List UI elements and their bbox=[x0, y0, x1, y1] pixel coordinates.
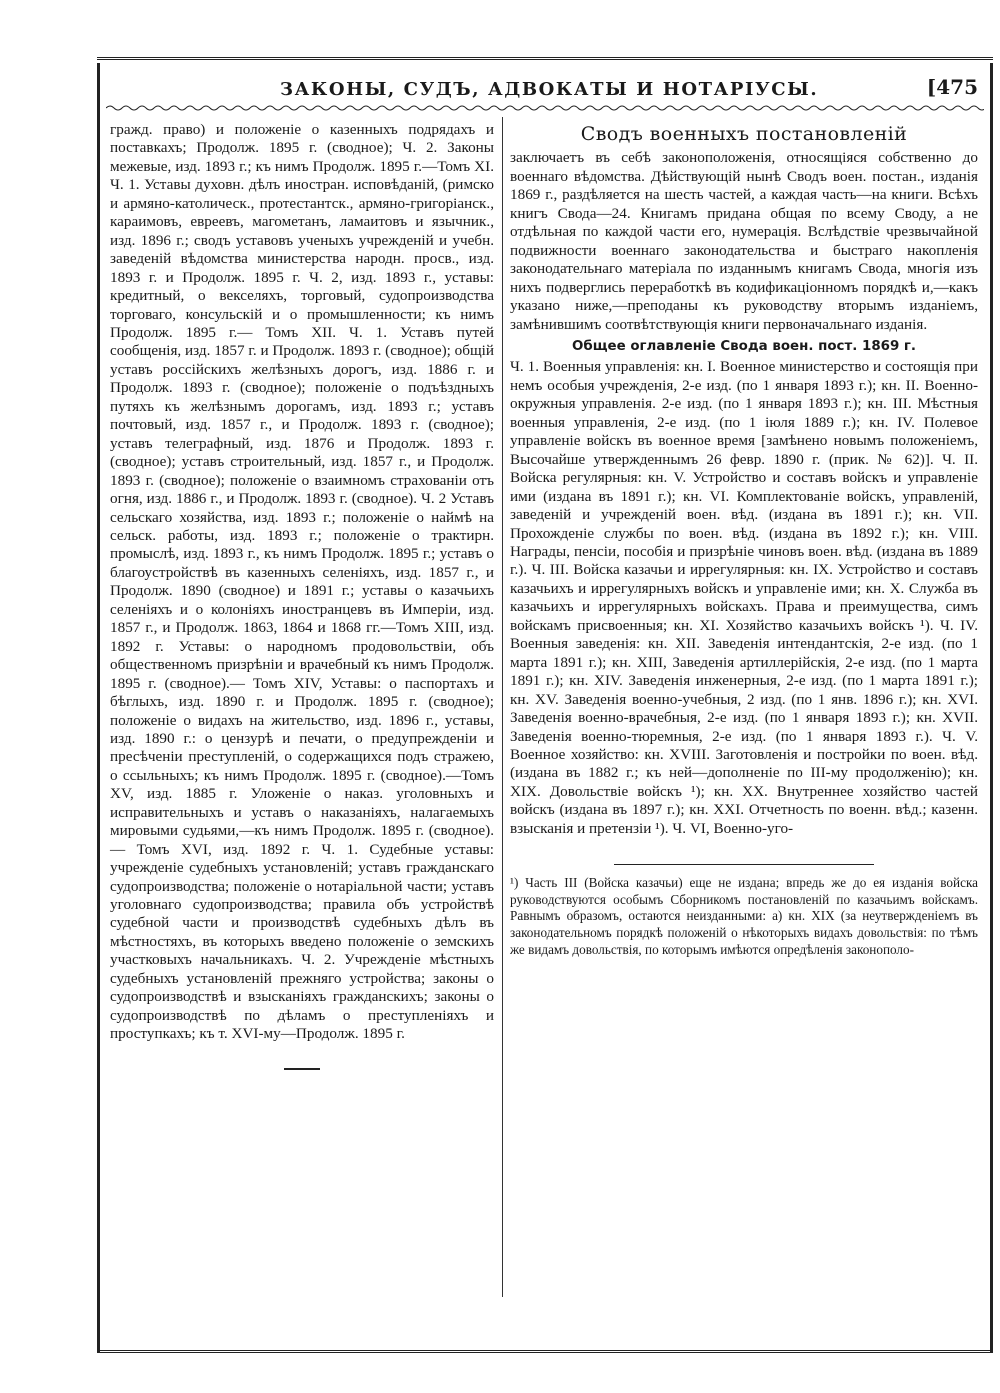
end-rule bbox=[284, 1068, 320, 1070]
column-divider bbox=[502, 117, 503, 1297]
contents-paragraph: Ч. 1. Военныя управленiя: кн. I. Военное министерство и состоящiя при немъ особыя учрежденiя, 2-е изд. (по 1 января 1893 г.); кн. II. Военно-окружныя управленiя. 2-е изд. (по 1 января 1893 г.); кн. III. Мѣстныя военныя управленiя, 2-е изд. (по 1 iюля 1889 г.); кн. IV. Полевое управленiе войскъ въ военное время [замѣнено новымъ положенiемъ, Высочайше утвержденнымъ 26 февр. 1890 г. (прик. № 62)]. Ч. II. Войска регулярныя: кн. V. Устройство и составъ войскъ и управленiе ими (издана въ 1891 г.); кн. VI. Комплектованiе войскъ, управленiй, заведенiй и учрежденiй воен. вѣд. (издана въ 1891 г.); кн. VII. Прохожденiе службы по воен. вѣд. (издана въ 1892 г.); кн. VIII. Награды, пенсiи, пособiя и призрѣнiе чиновъ воен. вѣд. (издана въ 1889 г.). Ч. III. Войска казачьи и иррегулярныя: кн. IX. Устройство и составъ казачьихъ и иррегулярныхъ войскъ и управленiе ими; кн. X. Служба въ казачьихъ и иррегулярныхъ войскахъ. Права и преимущества, симъ войскамъ присвоенныя; кн. XI. Хозяйство казачьихъ войскъ ¹). Ч. IV. Военныя заведенiя: кн. XII. Заведенiя интендантскiя, 2-е изд. (по 1 марта 1891 г.); кн. XIII, Заведенiя артиллерiйскiя, 2-е изд. (по 1 марта 1891 г.); кн. XIV. Заведенiя инженерныя, 2-е изд. (по 1 марта 1891 г.); кн. XV. Заведенiя военно-учебныя, 2 изд. (по 1 янв. 1896 г.); кн. XVI. Заведенiя военно-врачебныя, 2-е изд. (по 1 января 1893 г.); кн. XVII. Заведенiя военно-тюремныя, 2-е изд. (по 1 января 1893 г.). Ч. V. Военное хозяйство: кн. XVIII. Заготовленiя и постройки по воен. вѣд. (издана въ 1882 г.; къ ней—дополненiе по III-му продолженiю); кн. XIX. Довольствiе войскъ ¹); кн. XX. Внутреннее хозяйство частей войскъ (издана въ 1897 г.); кн. XXI. Отчетность по военн. вѣд.; казенн. взысканiя и претензiи ¹). Ч. VI, Военно-уго- bbox=[510, 358, 978, 837]
page-frame bbox=[97, 63, 993, 1353]
left-column bbox=[110, 121, 494, 1070]
page-number: [475 bbox=[926, 75, 978, 99]
left-paragraph: гражд. право) и положенiе о казенныхъ подрядахъ и поставкахъ; Продолж. 1895 г. (сводное); Ч. 2. Законы межевые, изд. 1893 г.; къ нимъ Продолж. 1895 г.—Томъ XI. Ч. 1. Уставы духовн. дѣлъ иностран. исповѣданiй, (римско и армяно-католическ., протестантск., армяно-григорiанск., караимовъ, евреевъ, магометанъ, ламаитовъ и язычник., изд. 1896 г.; сводъ уставовъ ученыхъ учрежденiй и учебн. заведенiй вѣдомства министерства народн. просв., изд. 1893 г. и Продолж. 1895 г. Ч. 2, изд. 1893 г., уставы: кредитный, о векселяхъ, торговый, судопроизводства торговаго, консульскiй и о промышленности; къ нимъ Продолж. 1895 г.— Томъ XII. Ч. 1. Уставъ путей сообщенiя, изд. 1857 г. и Продолж. 1893 г. (сводное); общiй уставъ россiйскихъ желѣзныхъ дорогъ, изд. 1886 г. и Продолж. 1893 г. (сводное); положенiе о подъѣздныхъ путяхъ къ желѣзнымъ дорогамъ, изд. 1893 г.; уставъ почтовый, изд. 1857 г., и Продолж. 1893 г. (сводное); уставъ телеграфный, изд. 1876 и Продолж. 1893 г. (сводное); уставъ строительный, изд. 1857 г., и Продолж. 1893 г. (сводное); положенiе о взаимномъ страхованiи отъ огня, изд. 1886 г., и Продолж. 1893 г. (сводное). Ч. 2 Уставъ сельскаго хозяйства, изд. 1893 г.; положенiе о наймѣ на сельск. работы, изд. 1893 г.; положенiе о трактирн. промыслѣ, изд. 1893 г., къ нимъ Продолж. 1895 г.; уставъ о благоустройствѣ въ казенныхъ селенiяхъ, изд. 1857 г., и Продолж. 1890 (сводное) и 1891 г.; уставы о казачьихъ селенiяхъ и о колонiяхъ иностранцевъ въ Имперiи, изд. 1857 г., и Продолж. 1863, 1864 и 1868 гг.—Томъ XIII, изд. 1892 г. Уставы: о народномъ продовольствiи, объ общественномъ призрѣнiи и врачебный къ нимъ Продолж. 1895 г. (сводное).— Томъ XIV, Уставы: о паспортахъ и бѣглыхъ, изд. 1890 г. и Продолж. 1895 г. (сводное); положенiе о видахъ на жительство, изд. 1896 г., уставы, изд. 1890 г.: о цензурѣ и печати, о предупрежденiи и пресѣченiи преступленiй, о содержащихся подъ стражею, о ссыльныхъ; къ нимъ Продолж. 1895 г. (сводное).—Томъ XV, изд. 1885 г. Уложенiе о наказ. уголовныхъ и исправительныхъ и уставъ о наказанiяхъ, налагаемыхъ мировыми судьями,—къ нимъ Продолж. 1895 г. (сводное).— Томъ XVI, изд. 1892 г. Ч. 1. Судебные уставы: учрежденiе судебныхъ установленiй; уставъ гражданскаго судопроизводства; положенiе о нотарiальной части; уставъ уголовнаго судопроизводства; правила объ устройствѣ судебной части и производствѣ судебныхъ дѣлъ въ мѣстностяхъ, въ которыхъ введено положенiе о земскихъ участковыхъ начальникахъ. Ч. 2. Учрежденiе мѣстныхъ судебныхъ установленiй прежняго устройства; законы о судопроизводствѣ и взысканiяхъ гражданскихъ; законы о судопроизводствѣ по дѣламъ о преступленiяхъ и проступкахъ; къ т. XVI-му—Продолж. 1895 г. bbox=[110, 121, 495, 1043]
right-column bbox=[510, 121, 978, 958]
section-title: Сводъ военныхъ постановленiй bbox=[580, 123, 908, 145]
header-title: ЗАКОНЫ, СУДЪ, АДВОКАТЫ И НОТАРIУСЫ. bbox=[280, 79, 819, 100]
intro-paragraph: заключаетъ въ себѣ законоположенiя, относящiяся собственно до военнаго вѣдомства. Дѣйствующiй нынѣ Сводъ воен. постан., изданiя 1869 г., раздѣляется на шесть частей, а каждая часть—на книги. Всѣхъ книгъ Свода—24. Книгамъ придана общая по всему Своду, а не отдѣльная по каждой части его, нумерацiя. Вслѣдствiе чрезвычайной подвижности военнаго законодательства и быстраго накопленiя законодательнаго матерiала по изданнымъ книгамъ Свода, многiя изъ нихъ подверглись переработкѣ въ кодификацiонномъ порядкѣ и,—какъ указано ниже,—преподаны къ руководству вторымъ изданiемъ, замѣнившимъ соотвѣтствующiя книги первоначальнаго изданiя. bbox=[510, 149, 978, 333]
contents-subheading: Общее оглавленiе Свода воен. пост. 1869 г. bbox=[571, 338, 917, 354]
footnote-rule bbox=[614, 864, 874, 865]
wavy-rule bbox=[106, 103, 984, 113]
footnote: ¹) Часть III (Войска казачьи) еще не издана; впредь же до ея изданiя войска руководствуются особымъ Сборникомъ постановленiй по казачьимъ войскамъ. Равнымъ образомъ, остаются неизданными: а) кн. XIX (за неутвержденiемъ въ законодательномъ порядкѣ положенiй о нѣкоторыхъ видахъ довольствiя: по тѣмъ же видамъ довольствiя, по которымъ имѣются опредѣленiя законополо- bbox=[510, 875, 978, 957]
